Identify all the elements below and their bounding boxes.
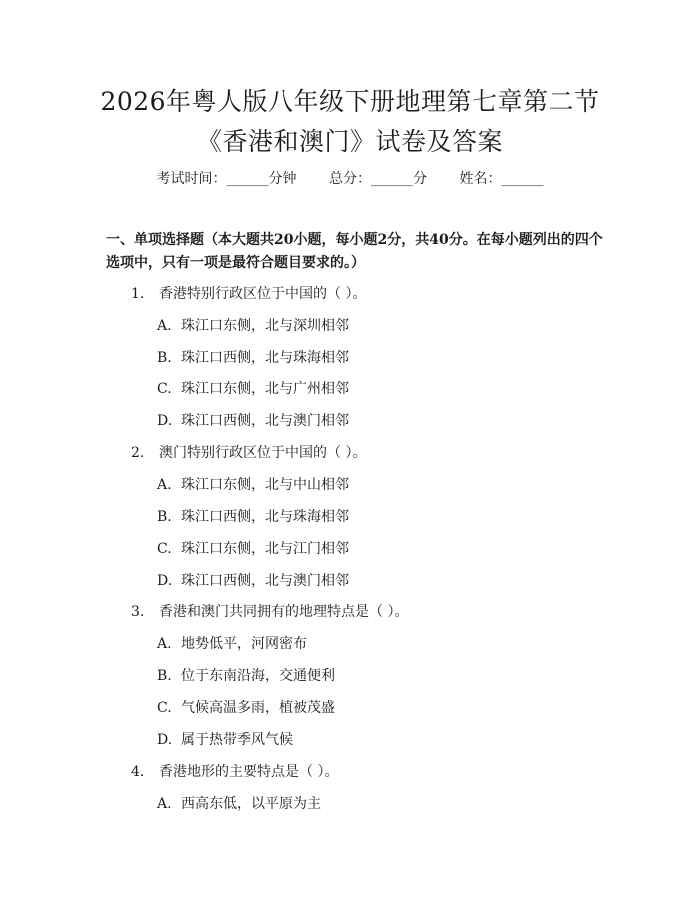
exam-info: [0, 168, 700, 188]
option-text: 属于热带季风气候: [181, 732, 293, 748]
section-heading: 一、单项选择题（本大题共20小题，每小题2分，共40分。在每小题列出的四个选项中，只有一项是最符合题目要求的。）: [106, 232, 603, 271]
option-letter: B.: [157, 668, 172, 684]
option-text: 珠江口西侧，北与珠海相邻: [181, 509, 349, 525]
option-letter: D.: [157, 732, 173, 748]
option-text: 珠江口西侧，北与珠海相邻: [181, 350, 349, 366]
question-number: 2.: [131, 445, 145, 461]
option-letter: A.: [157, 796, 172, 812]
option-text: 气候高温多雨，植被茂盛: [181, 700, 335, 716]
option: [157, 410, 349, 430]
option-text: 珠江口东侧，北与深圳相邻: [181, 318, 349, 334]
title-line-2: 《香港和澳门》试卷及答案: [196, 127, 503, 156]
option-letter: D.: [157, 413, 173, 429]
question-number: 3.: [131, 604, 145, 620]
question-number: 1.: [131, 286, 145, 302]
option: [157, 315, 349, 335]
option-letter: C.: [157, 381, 172, 397]
option: [157, 347, 349, 367]
option-letter: D.: [157, 573, 173, 589]
option: [157, 538, 349, 558]
question-text: 香港特别行政区位于中国的（ ）。: [159, 286, 367, 302]
option-text: 西高东低，以平原为主: [181, 796, 321, 812]
option-letter: A.: [157, 318, 172, 334]
option-text: 珠江口西侧，北与澳门相邻: [181, 413, 349, 429]
option-letter: B.: [157, 350, 172, 366]
question: [131, 283, 366, 303]
option: [157, 729, 293, 749]
option-text: 地势低平，河网密布: [181, 636, 307, 652]
option-text: 珠江口东侧，北与中山相邻: [181, 477, 349, 493]
question: [131, 761, 338, 781]
option: [157, 793, 321, 813]
option-text: 珠江口东侧，北与广州相邻: [181, 381, 349, 397]
option-letter: A.: [157, 477, 172, 493]
option-text: 位于东南沿海，交通便利: [181, 668, 335, 684]
option-letter: B.: [157, 509, 172, 525]
option: [157, 378, 349, 398]
question: [131, 601, 408, 621]
option: [157, 633, 307, 653]
student-name-field: 姓名：______: [459, 171, 544, 187]
question-text: 澳门特别行政区位于中国的（ ）。: [159, 445, 367, 461]
option-letter: C.: [157, 700, 172, 716]
question-text: 香港地形的主要特点是（ ）。: [159, 764, 339, 780]
question: [131, 442, 366, 462]
option: [157, 570, 349, 590]
option-text: 珠江口东侧，北与江门相邻: [181, 541, 349, 557]
option: [157, 474, 349, 494]
option-text: 珠江口西侧，北与澳门相邻: [181, 573, 349, 589]
question-number: 4.: [131, 764, 145, 780]
option: [157, 506, 349, 526]
question-text: 香港和澳门共同拥有的地理特点是（ ）。: [159, 604, 409, 620]
option: [157, 665, 335, 685]
option-letter: A.: [157, 636, 172, 652]
title-line-1: 2026年粤人版八年级下册地理第七章第二节: [100, 87, 600, 116]
exam-time-field: 考试时间：______分钟: [156, 171, 297, 187]
option-letter: C.: [157, 541, 172, 557]
total-score-field: 总分：______分: [329, 171, 427, 187]
option: [157, 697, 335, 717]
